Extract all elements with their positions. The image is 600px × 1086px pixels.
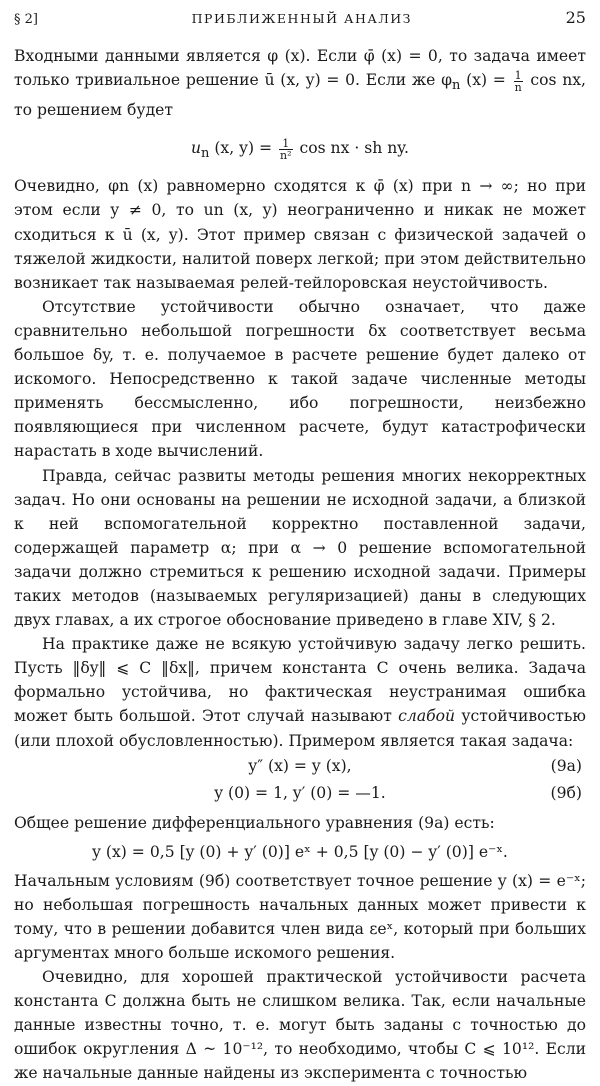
equation-number: (9а) <box>550 756 582 775</box>
paragraph-practical-stability: Очевидно, для хорошей практической устойчивости расчета константа C должна быть не слишком велика. Так, если начальные данные известны точно, т. е. могут быть заданы с точностью до ошибок округления Δ ~ 10⁻¹², то необходимо, чтобы C ⩽ 10¹². Если же начальные данные найдены из эксперимента с точностью <box>14 968 586 1083</box>
page-number: 25 <box>565 8 586 27</box>
paragraph-input-data: Входными данными является φ (x). Если φ̄ (x) = 0, то задача имеет только тривиальное решение ū (x, y) = 0. Если же $\varphi_n$ (x) = $\frac{1}{n}$ cos nx, то решением будет <box>14 47 586 120</box>
equation-9a: y″ (x) = y (x), (9а) <box>14 753 586 780</box>
formula-solution: $u_n$ (x, y) = $\frac{1}{\text{n²}}$ cos nx · sh ny. <box>190 136 410 162</box>
equation-9b: y (0) = 1, y′ (0) = —1. (9б) <box>14 780 586 807</box>
emphasis-text: слабой <box>398 707 456 726</box>
page-header <box>14 8 586 38</box>
paragraph-convergence: Очевидно, φn (x) равномерно сходятся к φ̄ (x) при n → ∞; но при этом если y ≠ 0, то un (x, y) неограниченно и никак не может сходиться к ū (x, y). Этот пример связан с физической задачей о тяжелой жидкости, налитой поверх легкой; при этом действительно возникает так называемая релей-тейлоровская неустойчивость. <box>14 177 586 292</box>
paragraph-weak-stability: На практике даже не всякую устойчивую задачу легко решить. Пусть ‖δy‖ ⩽ C ‖δx‖, причем константа C очень велика. Задача формально устойчива, но фактическая неустранимая ошибка может быть большой. Этот случай называют слабой устойчивостью (или плохой обусловленностью). Примером является такая задача: <box>14 635 586 750</box>
running-title: ПРИБЛИЖЕННЫЙ АНАЛИЗ <box>191 11 412 26</box>
fraction: $\frac{1}{n}$ <box>514 68 522 94</box>
equation-number: (9б) <box>550 783 582 802</box>
paragraph-regularization: Правда, сейчас развиты методы решения многих некорректных задач. Но они основаны на решении не исходной задачи, а близкой к ней вспомогательной корректно поставленной задачи, содержащей параметр α; при α → 0 решение вспомогательной задачи должно стремиться к решению исходной задачи. Примеры таких методов (называемых регуляризацией) даны в следующих двух главах, а их строгое обоснование приведено в главе XIV, § 2. <box>14 466 586 630</box>
paragraph-initial-conditions: Начальным условиям (9б) соответствует точное решение y (x) = e⁻ˣ; но небольшая погрешность начальных данных может привести к тому, что в решении добавится член вида εeˣ, который при больших аргументах много больше искомого решения. <box>14 871 586 963</box>
paragraph-general-solution: Общее решение дифференциального уравнения (9а) есть: <box>14 813 495 832</box>
section-marker: § 2] <box>14 12 38 27</box>
paragraph-instability: Отсутствие устойчивости обычно означает, что даже сравнительно небольшой погрешности δx соответствует весьма большое δy, т. е. получаемое в расчете решение будет далеко от искомого. Непосредственно к такой задаче численные методы применять бессмысленно, ибо погрешности, неизбежно появляющиеся при численном расчете, будут катастрофически нарастать в ходе вычислений. <box>14 297 586 461</box>
fraction: $\frac{1}{\text{n²}}$ <box>280 136 292 162</box>
page-body <box>14 44 586 1086</box>
formula-general-solution: y (x) = 0,5 [y (0) + y′ (0)] eˣ + 0,5 [y (0) − y′ (0)] e⁻ˣ. <box>92 842 508 861</box>
